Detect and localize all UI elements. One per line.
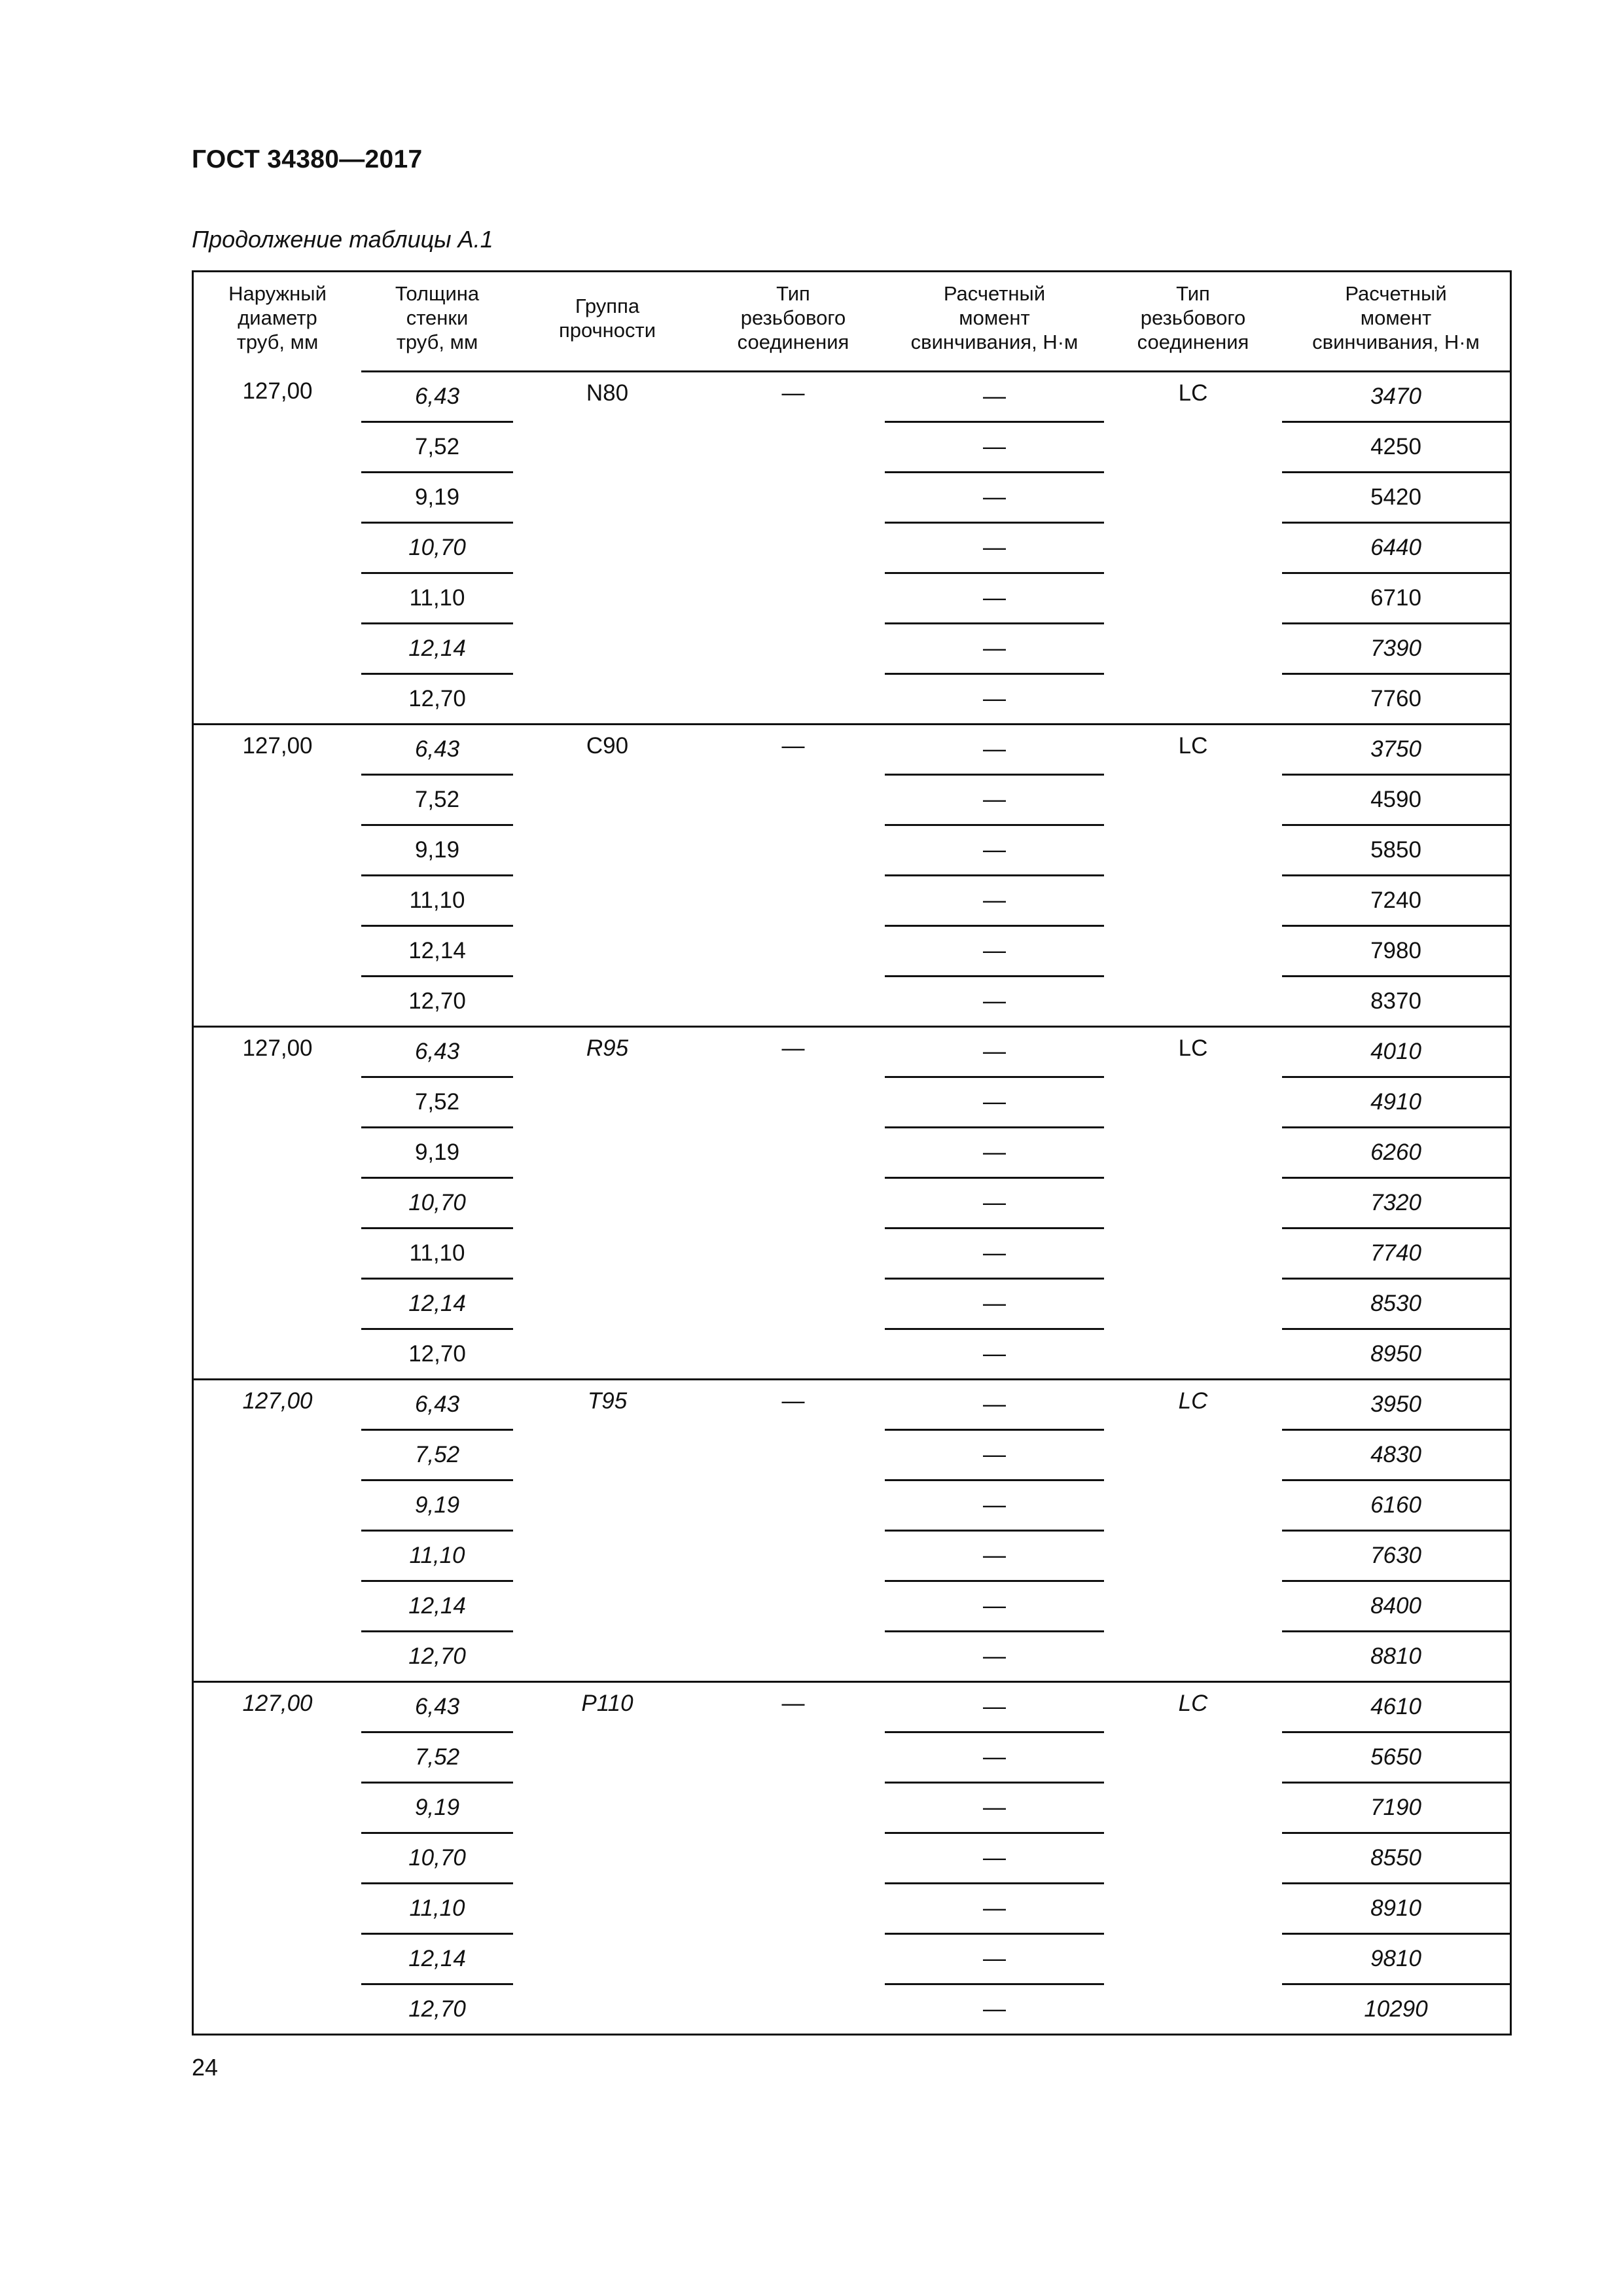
- header-separator-cell: [702, 363, 885, 370]
- thread-type-1-cell: —: [702, 723, 885, 1026]
- outer-diameter-cell: 127,00: [194, 1378, 361, 1681]
- torque-1-cell: —: [885, 1832, 1104, 1882]
- torque-1-cell: —: [885, 774, 1104, 824]
- header-wall-thickness: Толщина стенки труб, мм: [395, 282, 480, 353]
- header-separator-cell: [1282, 363, 1510, 370]
- outer-diameter-cell: 127,00: [194, 1681, 361, 2034]
- wall-thickness-cell: 7,52: [361, 1731, 513, 1782]
- wall-thickness-cell: 12,70: [361, 673, 513, 723]
- torque-1-cell: —: [885, 1782, 1104, 1832]
- strength-group-cell: P110: [513, 1681, 702, 2034]
- torque-1-cell: —: [885, 723, 1104, 774]
- wall-thickness-cell: 7,52: [361, 1076, 513, 1126]
- torque-1-cell: —: [885, 522, 1104, 572]
- wall-thickness-cell: 11,10: [361, 1530, 513, 1580]
- torque-2-cell: 7190: [1282, 1782, 1510, 1832]
- torque-1-cell: —: [885, 1278, 1104, 1328]
- torque-1-cell: —: [885, 824, 1104, 874]
- thread-type-1-cell: —: [702, 370, 885, 723]
- torque-2-cell: 4250: [1282, 421, 1510, 471]
- torque-2-cell: 4010: [1282, 1026, 1510, 1076]
- torque-1-cell: —: [885, 1076, 1104, 1126]
- torque-2-cell: 9810: [1282, 1933, 1510, 1983]
- wall-thickness-cell: 12,70: [361, 1983, 513, 2034]
- torque-2-cell: 10290: [1282, 1983, 1510, 2034]
- header-thread-type-1: Тип резьбового соединения: [737, 282, 849, 353]
- outer-diameter-cell: 127,00: [194, 723, 361, 1026]
- thread-type-2-cell: LC: [1104, 1681, 1282, 2034]
- wall-thickness-cell: 6,43: [361, 723, 513, 774]
- torque-2-cell: 7320: [1282, 1177, 1510, 1227]
- header-torque-2: Расчетный момент свинчивания, Н·м: [1312, 282, 1480, 353]
- torque-1-cell: —: [885, 1026, 1104, 1076]
- wall-thickness-cell: 9,19: [361, 824, 513, 874]
- table-row: [194, 370, 1510, 421]
- strength-group-cell: C90: [513, 723, 702, 1026]
- header-separator-cell: [513, 363, 702, 370]
- wall-thickness-cell: 6,43: [361, 1681, 513, 1731]
- torque-2-cell: 8550: [1282, 1832, 1510, 1882]
- table-body: [194, 272, 1510, 2034]
- wall-thickness-cell: 11,10: [361, 572, 513, 622]
- thread-type-2-cell: LC: [1104, 723, 1282, 1026]
- torque-1-cell: —: [885, 471, 1104, 522]
- header-torque-1: Расчетный момент свинчивания, Н·м: [910, 282, 1079, 353]
- thread-type-1-cell: —: [702, 1378, 885, 1681]
- strength-group-cell: T95: [513, 1378, 702, 1681]
- wall-thickness-cell: 9,19: [361, 1126, 513, 1177]
- table-row: [194, 1681, 1510, 1731]
- torque-1-cell: —: [885, 1429, 1104, 1479]
- outer-diameter-cell: 127,00: [242, 378, 313, 404]
- torque-2-cell: 6440: [1282, 522, 1510, 572]
- header-separator-cell: [1104, 363, 1282, 370]
- torque-1-cell: —: [885, 1580, 1104, 1630]
- wall-thickness-cell: 10,70: [361, 1177, 513, 1227]
- torque-2-cell: 7630: [1282, 1530, 1510, 1580]
- outer-diameter-cell: 127,00: [194, 1026, 361, 1378]
- torque-1-cell: —: [885, 1882, 1104, 1933]
- torque-1-cell: —: [885, 975, 1104, 1026]
- wall-thickness-cell: 12,70: [361, 975, 513, 1026]
- table-row: [194, 723, 1510, 774]
- wall-thickness-cell: 12,14: [361, 925, 513, 975]
- wall-thickness-cell: 12,14: [361, 1580, 513, 1630]
- torque-1-cell: —: [885, 1177, 1104, 1227]
- torque-2-cell: 5850: [1282, 824, 1510, 874]
- torque-1-cell: —: [885, 1933, 1104, 1983]
- torque-2-cell: 4830: [1282, 1429, 1510, 1479]
- torque-table: [192, 270, 1512, 2036]
- table-header-row: [194, 272, 1510, 363]
- torque-2-cell: 3950: [1282, 1378, 1510, 1429]
- torque-2-cell: 4590: [1282, 774, 1510, 824]
- header-separator-cell: [194, 363, 361, 370]
- wall-thickness-cell: 9,19: [361, 471, 513, 522]
- thread-type-2-cell: LC: [1104, 1026, 1282, 1378]
- wall-thickness-cell: 12,70: [361, 1630, 513, 1681]
- torque-1-cell: —: [885, 370, 1104, 421]
- wall-thickness-cell: 12,14: [361, 622, 513, 673]
- strength-group-cell: R95: [513, 1026, 702, 1378]
- torque-2-cell: 3470: [1282, 370, 1510, 421]
- wall-thickness-cell: 12,14: [361, 1933, 513, 1983]
- torque-2-cell: 3750: [1282, 723, 1510, 774]
- torque-2-cell: 6260: [1282, 1126, 1510, 1177]
- header-separator: [194, 363, 1510, 370]
- torque-2-cell: 8530: [1282, 1278, 1510, 1328]
- torque-2-cell: 4610: [1282, 1681, 1510, 1731]
- torque-2-cell: 7390: [1282, 622, 1510, 673]
- wall-thickness-cell: 7,52: [361, 1429, 513, 1479]
- torque-2-cell: 7980: [1282, 925, 1510, 975]
- torque-1-cell: —: [885, 1328, 1104, 1378]
- wall-thickness-cell: 7,52: [361, 774, 513, 824]
- torque-2-cell: 8910: [1282, 1882, 1510, 1933]
- wall-thickness-cell: 6,43: [361, 1378, 513, 1429]
- torque-1-cell: —: [885, 874, 1104, 925]
- torque-1-cell: —: [885, 1731, 1104, 1782]
- torque-2-cell: 8810: [1282, 1630, 1510, 1681]
- torque-2-cell: 8370: [1282, 975, 1510, 1026]
- torque-2-cell: 6160: [1282, 1479, 1510, 1530]
- header-outer-diameter: Наружный диаметр труб, мм: [228, 282, 327, 353]
- wall-thickness-cell: 11,10: [361, 1882, 513, 1933]
- torque-1-cell: —: [885, 1126, 1104, 1177]
- wall-thickness-cell: 10,70: [361, 522, 513, 572]
- table-row: [194, 1026, 1510, 1076]
- header-separator-cell: [885, 363, 1104, 370]
- torque-1-cell: —: [885, 1681, 1104, 1731]
- torque-1-cell: —: [885, 673, 1104, 723]
- wall-thickness-cell: 6,43: [361, 1026, 513, 1076]
- wall-thickness-cell: 10,70: [361, 1832, 513, 1882]
- torque-2-cell: 5650: [1282, 1731, 1510, 1782]
- table-caption: Продолжение таблицы А.1: [192, 226, 493, 253]
- torque-1-cell: —: [885, 1479, 1104, 1530]
- thread-type-1-cell: —: [702, 1026, 885, 1378]
- torque-2-cell: 7740: [1282, 1227, 1510, 1278]
- wall-thickness-cell: 12,70: [361, 1328, 513, 1378]
- torque-2-cell: 5420: [1282, 471, 1510, 522]
- torque-1-cell: —: [885, 421, 1104, 471]
- torque-1-cell: —: [885, 925, 1104, 975]
- thread-type-1-cell: —: [702, 1681, 885, 2034]
- torque-2-cell: 6710: [1282, 572, 1510, 622]
- page-number: 24: [192, 2054, 219, 2081]
- torque-1-cell: —: [885, 1227, 1104, 1278]
- thread-type-2-cell: LC: [1104, 1378, 1282, 1681]
- torque-1-cell: —: [885, 622, 1104, 673]
- torque-1-cell: —: [885, 1983, 1104, 2034]
- header-thread-type-2: Тип резьбового соединения: [1137, 282, 1249, 353]
- wall-thickness-cell: 7,52: [361, 421, 513, 471]
- wall-thickness-cell: 9,19: [361, 1479, 513, 1530]
- torque-1-cell: —: [885, 1630, 1104, 1681]
- torque-1-cell: —: [885, 572, 1104, 622]
- torque-1-cell: —: [885, 1378, 1104, 1429]
- header-strength-group: Группа прочности: [558, 294, 656, 342]
- wall-thickness-cell: 11,10: [361, 874, 513, 925]
- document-title: ГОСТ 34380—2017: [192, 145, 423, 173]
- torque-1-cell: —: [885, 1530, 1104, 1580]
- torque-2-cell: 8950: [1282, 1328, 1510, 1378]
- torque-2-cell: 8400: [1282, 1580, 1510, 1630]
- wall-thickness-cell: 12,14: [361, 1278, 513, 1328]
- torque-2-cell: 4910: [1282, 1076, 1510, 1126]
- wall-thickness-cell: 6,43: [361, 370, 513, 421]
- wall-thickness-cell: 9,19: [361, 1782, 513, 1832]
- thread-type-2-cell: LC: [1104, 370, 1282, 723]
- header-separator-cell: [361, 363, 513, 370]
- table-row: [194, 1378, 1510, 1429]
- wall-thickness-cell: 11,10: [361, 1227, 513, 1278]
- torque-2-cell: 7240: [1282, 874, 1510, 925]
- torque-2-cell: 7760: [1282, 673, 1510, 723]
- strength-group-cell: N80: [513, 370, 702, 723]
